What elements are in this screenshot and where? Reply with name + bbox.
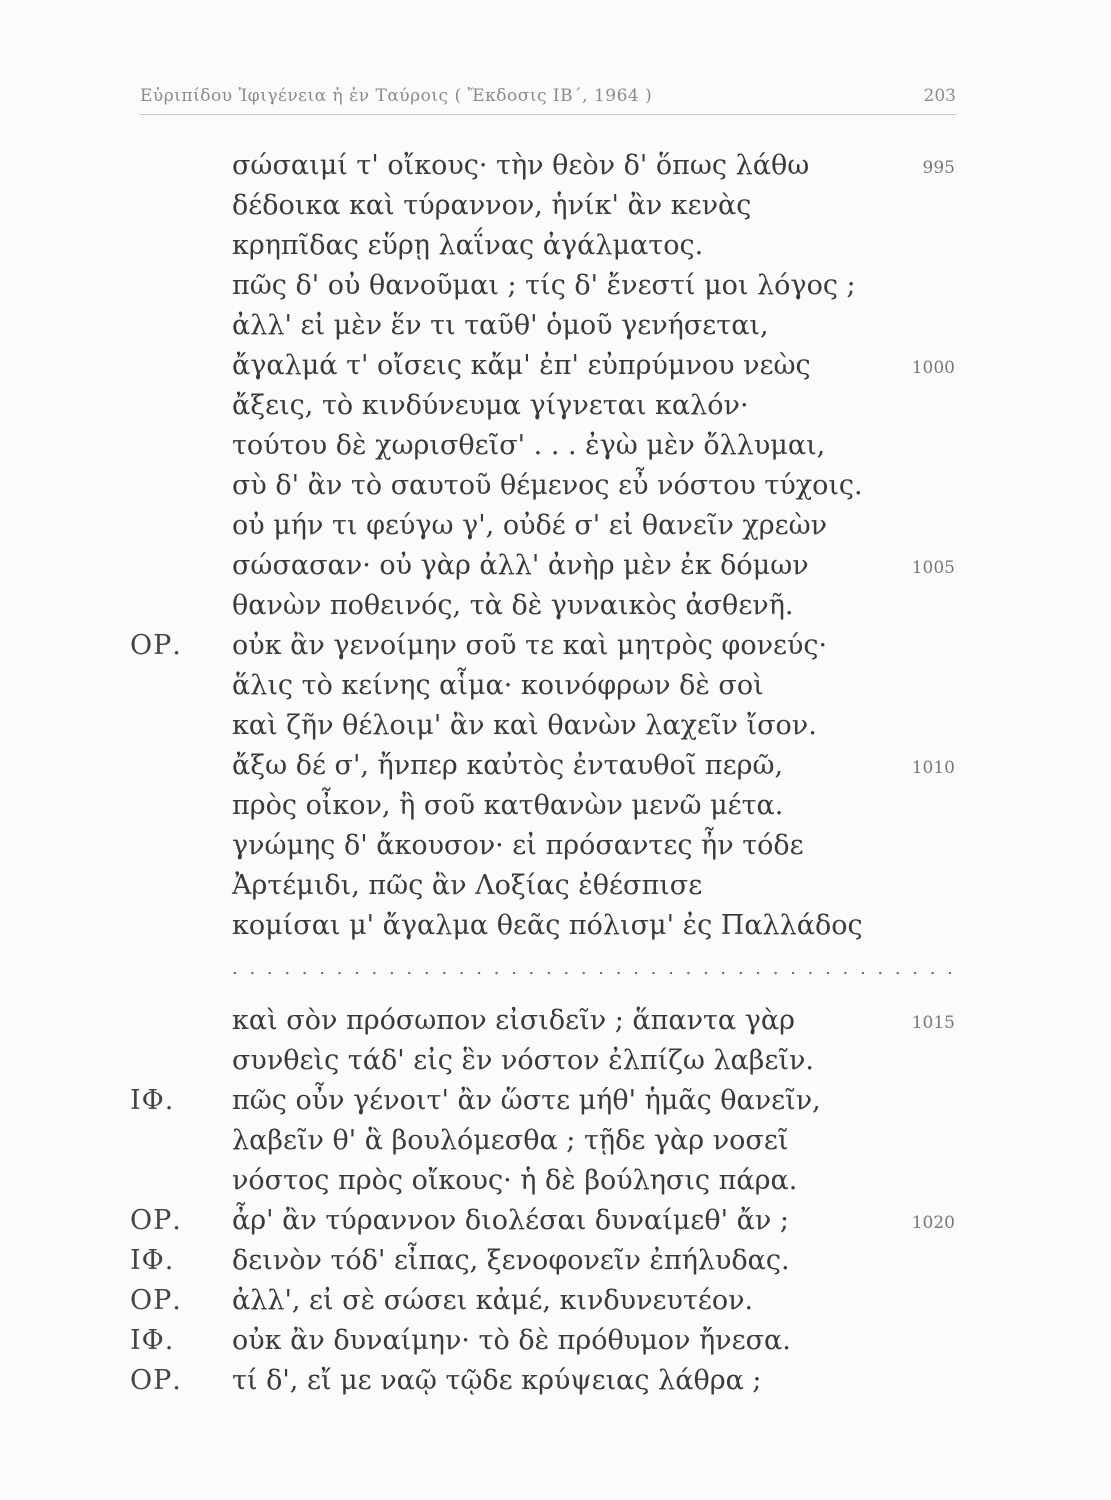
verse-line [0, 270, 1111, 310]
verse-line [0, 1365, 1111, 1405]
verse-line [0, 790, 1111, 830]
line-number: 995 [922, 158, 955, 178]
verse-text-line: κρηπῖδας εὕρῃ λαΐνας ἀγάλματος. [232, 230, 704, 261]
verse-line [0, 670, 1111, 710]
verse-text-line: πρὸς οἶκον, ἢ σοῦ κατθανὼν μενῶ μέτα. [232, 790, 784, 821]
verse-line [0, 590, 1111, 630]
verse-line [0, 710, 1111, 750]
speaker-label: ΙΦ. [130, 1325, 175, 1356]
verse-text-line: οὐ μήν τι φεύγω γ', οὐδέ σ' εἰ θανεῖν χρεὼν [232, 510, 828, 541]
line-number: 1010 [911, 758, 955, 778]
verse-text-line: ἄγαλμά τ' οἴσεις κἄμ' ἐπ' εὐπρύμνου νεὼς [232, 350, 811, 381]
verse-text-line: ἄξω δέ σ', ἤνπερ καὐτὸς ἐνταυθοῖ περῶ, [232, 750, 784, 781]
verse-text-line: οὐκ ἂν δυναίμην· τὸ δὲ πρόθυμον ἤνεσα. [232, 1325, 791, 1356]
verse-text-line: συνθεὶς τάδ' εἰς ἓν νόστον ἐλπίζω λαβεῖν. [232, 1045, 814, 1076]
verse-text-line: σὺ δ' ἂν τὸ σαυτοῦ θέμενος εὖ νόστου τύχοις. [232, 470, 863, 501]
verse-text-line: ἀλλ' εἰ μὲν ἕν τι ταῦθ' ὁμοῦ γενήσεται, [232, 310, 769, 341]
verse-text-line: κομίσαι μ' ἄγαλμα θεᾶς πόλισμ' ἐς Παλλάδος [232, 910, 863, 941]
verse-line [0, 350, 1111, 390]
verse-line [0, 1125, 1111, 1165]
lacuna-line [0, 958, 1111, 980]
verse-line [0, 910, 1111, 950]
speaker-label: ΟΡ. [130, 1365, 182, 1396]
verse-text-line: λαβεῖν θ' ἃ βουλόμεσθα ; τῇδε γὰρ νοσεῖ [232, 1125, 789, 1156]
verse-line [0, 830, 1111, 870]
verse-line [0, 310, 1111, 350]
verse-text-line: νόστος πρὸς οἴκους· ἡ δὲ βούλησις πάρα. [232, 1165, 798, 1196]
verse-line [0, 1325, 1111, 1365]
verse-text-line: ἀλλ', εἰ σὲ σώσει κἀμέ, κινδυνευτέον. [232, 1285, 754, 1316]
verse-line [0, 1205, 1111, 1245]
verse-text-line: σώσασαν· οὐ γὰρ ἀλλ' ἀνὴρ μὲν ἐκ δόμων [232, 550, 809, 581]
line-number: 1020 [911, 1213, 955, 1233]
line-number: 1005 [911, 558, 955, 578]
verse-line [0, 1045, 1111, 1085]
verse-text-line: δέδοικα καὶ τύραννον, ἡνίκ' ἂν κενὰς [232, 190, 752, 221]
verse-text-line: γνώμης δ' ἄκουσον· εἰ πρόσαντες ἦν τόδε [232, 830, 804, 861]
verse-line [0, 230, 1111, 270]
verse-text-line: θανὼν ποθεινός, τὰ δὲ γυναικὸς ἀσθενῆ. [232, 590, 794, 621]
verse-text-line: ἄξεις, τὸ κινδύνευμα γίγνεται καλόν· [232, 390, 749, 421]
speaker-label: ΙΦ. [130, 1245, 175, 1276]
running-title: Εὐριπίδου Ἰφιγένεια ἡ ἐν Ταύροις ( Ἔκδοσις ΙΒ΄, 1964 ) [140, 86, 653, 106]
verse-line [0, 190, 1111, 230]
speaker-label: ΙΦ. [130, 1085, 175, 1116]
lacuna-dots: . . . . . . . . . . . . . . . . . . . . . . . . . . . . . . . . . . . . . . . . . . [232, 958, 956, 979]
verse-line [0, 510, 1111, 550]
verse-line [0, 470, 1111, 510]
verse-text-line: καὶ ζῆν θέλοιμ' ἂν καὶ θανὼν λαχεῖν ἴσον. [232, 710, 817, 741]
running-header [140, 80, 956, 115]
verse-line [0, 1285, 1111, 1325]
verse-text-line: τί δ', εἴ με ναῷ τῷδε κρύψειας λάθρα ; [232, 1365, 762, 1396]
verse-text-line: δεινὸν τόδ' εἶπας, ξενοφονεῖν ἐπήλυδας. [232, 1245, 790, 1276]
verse-line [0, 550, 1111, 590]
verse-line [0, 1165, 1111, 1205]
speaker-label: ΟΡ. [130, 1285, 182, 1316]
verse-line [0, 1005, 1111, 1045]
verse-text-line: πῶς δ' οὐ θανοῦμαι ; τίς δ' ἔνεστί μοι λόγος ; [232, 270, 856, 301]
verse-line [0, 1245, 1111, 1285]
verse-text-line: ἅλις τὸ κείνης αἷμα· κοινόφρων δὲ σοὶ [232, 670, 764, 701]
line-number: 1000 [911, 358, 955, 378]
line-number: 1015 [911, 1013, 955, 1033]
verse-line [0, 870, 1111, 910]
verse-line [0, 1085, 1111, 1125]
speaker-label: ΟΡ. [130, 1205, 182, 1236]
verse-text-line: οὐκ ἂν γενοίμην σοῦ τε καὶ μητρὸς φονεύς· [232, 630, 828, 661]
verse-line [0, 430, 1111, 470]
verse-text-line: καὶ σὸν πρόσωπον εἰσιδεῖν ; ἅπαντα γὰρ [232, 1005, 795, 1036]
verse-line [0, 630, 1111, 670]
verse-text-line: Ἀρτέμιδι, πῶς ἂν Λοξίας ἐθέσπισε [232, 870, 703, 901]
verse-text-line: σώσαιμί τ' οἴκους· τὴν θεὸν δ' ὅπως λάθω [232, 150, 810, 181]
verse-text-line: ἆρ' ἂν τύραννον διολέσαι δυναίμεθ' ἄν ; [232, 1205, 789, 1236]
verse-text-line: τούτου δὲ χωρισθεῖσ' . . . ἐγὼ μὲν ὄλλυμαι, [232, 430, 826, 461]
speaker-label: ΟΡ. [130, 630, 182, 661]
page-number: 203 [923, 86, 956, 106]
verse-line [0, 150, 1111, 190]
verse-line [0, 750, 1111, 790]
verse-text-line: πῶς οὖν γένοιτ' ἂν ὥστε μήθ' ἡμᾶς θανεῖν, [232, 1085, 821, 1116]
verse-line [0, 390, 1111, 430]
